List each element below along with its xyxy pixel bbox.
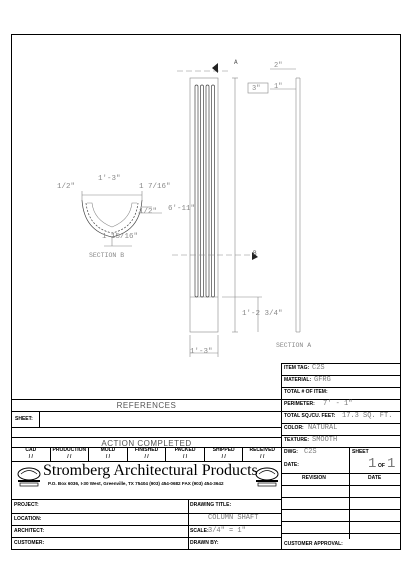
action-production: PRODUCTION / /: [51, 447, 90, 461]
material-value: GFRG: [314, 376, 331, 384]
action-cad: CAD / /: [12, 447, 51, 461]
sheet-of: OF: [378, 463, 385, 469]
dim-base-width: 1'-3": [190, 348, 213, 356]
action-shipped: SHIPPED / /: [205, 447, 244, 461]
customer-label: CUSTOMER:: [14, 540, 45, 546]
drawing-canvas: [12, 35, 400, 363]
dim-sec-b-bottom: 1 15/16": [102, 233, 139, 241]
rev-date-label: DATE: [368, 475, 382, 481]
section-a-marker-icon: [212, 63, 218, 73]
drawing-title-value: COLUMN SHAFT: [208, 514, 259, 522]
item-tag-label: ITEM TAG:: [284, 365, 310, 371]
total-sq-value: 17.3 SQ. FT.: [342, 412, 393, 420]
company-address: P.O. Box 6036, I-30 West, Greenville, TX 75404 (903) 454-0682 FAX (903) 454-3642: [48, 481, 224, 486]
company-name: Stromberg Architectural Products: [43, 462, 258, 479]
total-sq-label: TOTAL SQ./CU. FEET:: [284, 413, 336, 419]
marker-a-label: A: [234, 59, 238, 66]
project-label: PROJECT:: [14, 502, 39, 508]
customer-approval-label: CUSTOMER APPROVAL:: [284, 541, 343, 547]
date-label: DATE:: [284, 462, 299, 468]
section-a-label: SECTION A: [276, 342, 312, 349]
action-received: RECEIVED / /: [249, 447, 276, 460]
texture-label: TEXTURE:: [284, 437, 309, 443]
dim-sec-b-left: 1/2": [57, 183, 76, 191]
marker-b-label: B: [253, 250, 257, 257]
sheet-total: 1: [387, 456, 396, 472]
revision-label: REVISION: [302, 475, 326, 481]
dwg-label: DWG:: [284, 449, 298, 455]
drawn-by-label: DRAWN BY:: [190, 540, 219, 546]
perimeter-value: 7' - 1": [323, 400, 353, 408]
company-logo-right-icon: [254, 466, 280, 488]
dim-sec-b-width: 1'-3": [98, 175, 121, 183]
sheet-field-label: SHEET:: [15, 416, 33, 422]
sheet-number: 1: [368, 456, 377, 472]
material-label: MATERIAL:: [284, 377, 312, 383]
color-label: COLOR:: [284, 425, 304, 431]
color-value: NATURAL: [308, 424, 338, 432]
sheet-label: SHEET: [352, 449, 369, 455]
drawing-sheet: [11, 34, 401, 550]
dim-height: 6'-11": [168, 205, 196, 213]
action-finished: FINISHED / /: [128, 447, 167, 461]
references-label: REFERENCES: [116, 401, 177, 410]
scale-label: SCALE:: [190, 528, 209, 534]
total-items-label: TOTAL # OF ITEM:: [284, 389, 328, 395]
dim-top-right-2: 2": [274, 62, 283, 70]
item-tag-value: C2S: [312, 364, 325, 372]
section-b-label: SECTION B: [89, 252, 125, 259]
action-columns: [12, 447, 281, 461]
dim-top-small: 3": [252, 85, 261, 93]
dim-top-right-1: 1": [274, 83, 283, 91]
dim-sec-b-right: 1 7/16": [139, 183, 171, 191]
dwg-value: C2S: [304, 448, 317, 456]
dim-base-height: 1'-2 3/4": [242, 310, 283, 318]
edge-profile-detail: [248, 69, 300, 332]
drawing-title-label: DRAWING TITLE:: [190, 502, 232, 508]
action-completed-label: ACTION COMPLETED: [101, 439, 192, 448]
location-label: LOCATION:: [14, 516, 42, 522]
architect-label: ARCHITECT:: [14, 528, 44, 534]
dim-sec-b-depth: 1/2": [139, 208, 158, 216]
texture-value: SMOOTH: [312, 436, 338, 444]
company-logo-left-icon: [16, 466, 42, 488]
perimeter-label: PERIMETER:: [284, 401, 315, 407]
action-packed: PACKED / /: [166, 447, 205, 461]
scale-value: 3/4" = 1": [208, 527, 246, 535]
action-mold: MOLD / /: [89, 447, 128, 461]
